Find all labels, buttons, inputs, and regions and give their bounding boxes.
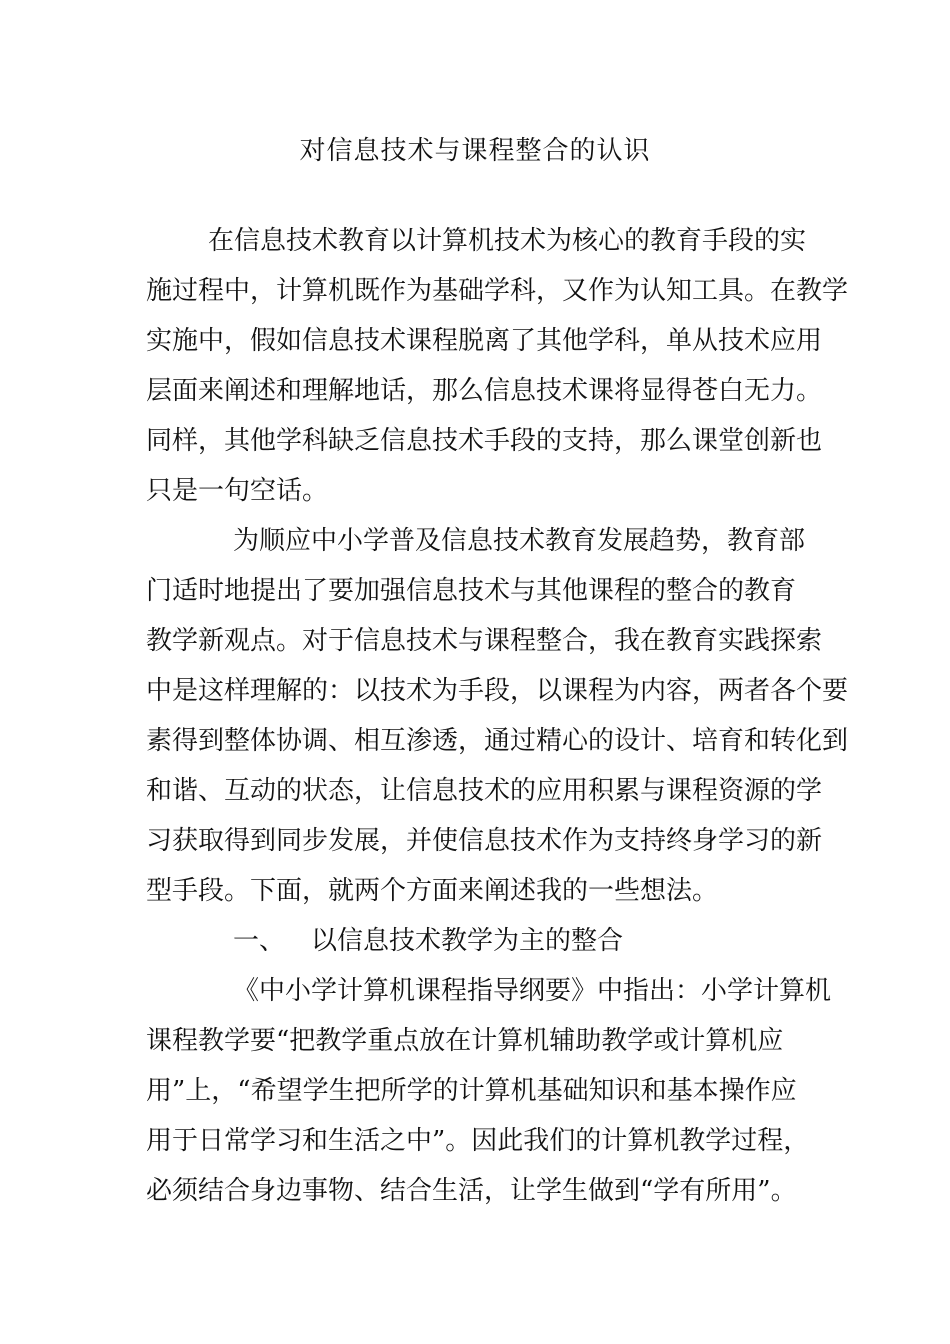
paragraph2-line: 和谐、互动的状态，让信息技术的应用积累与课程资源的学: [146, 776, 823, 806]
paragraph3-line: 用于日常学习和生活之中”。因此我们的计算机教学过程，: [146, 1126, 810, 1156]
paragraph3-line: 必须结合身边事物、结合生活，让学生做到“学有所用”。: [146, 1176, 797, 1206]
paragraph2-line: 素得到整体协调、相互渗透，通过精心的设计、培育和转化到: [146, 726, 849, 756]
section-heading: 以信息技术教学为主的整合: [311, 926, 624, 956]
paragraph1-line: 在信息技术教育以计算机技术为核心的教育手段的实: [208, 226, 807, 256]
paragraph2-line: 中是这样理解的：以技术为手段，以课程为内容，两者各个要: [146, 676, 849, 706]
paragraph1-line: 只是一句空话。: [146, 476, 329, 506]
paragraph3-line: 课程教学要“把教学重点放在计算机辅助教学或计算机应: [146, 1026, 784, 1056]
paragraph2-line: 型手段。下面，就两个方面来阐述我的一些想法。: [146, 876, 719, 906]
paragraph2-line: 门适时地提出了要加强信息技术与其他课程的整合的教育: [146, 576, 797, 606]
paragraph2-line: 教学新观点。对于信息技术与课程整合，我在教育实践探索: [146, 626, 823, 656]
paragraph1-line: 实施中，假如信息技术课程脱离了其他学科，单从技术应用: [146, 326, 823, 356]
paragraph1-line: 施过程中，计算机既作为基础学科，又作为认知工具。在教学: [146, 276, 849, 306]
section-number: 一、: [233, 926, 286, 956]
paragraph1-line: 层面来阐述和理解地话，那么信息技术课将显得苍白无力。: [146, 376, 823, 406]
document-title: 对信息技术与课程整合的认识: [299, 136, 651, 166]
paragraph2-line: 为顺应中小学普及信息技术教育发展趋势，教育部: [233, 526, 806, 556]
paragraph3-line: 《中小学计算机课程指导纲要》中指出：小学计算机: [233, 976, 832, 1006]
paragraph2-line: 习获取得到同步发展，并使信息技术作为支持终身学习的新: [146, 826, 823, 856]
paragraph1-line: 同样，其他学科缺乏信息技术手段的支持，那么课堂创新也: [146, 426, 823, 456]
paragraph3-line: 用”上，“希望学生把所学的计算机基础知识和基本操作应: [146, 1076, 797, 1106]
